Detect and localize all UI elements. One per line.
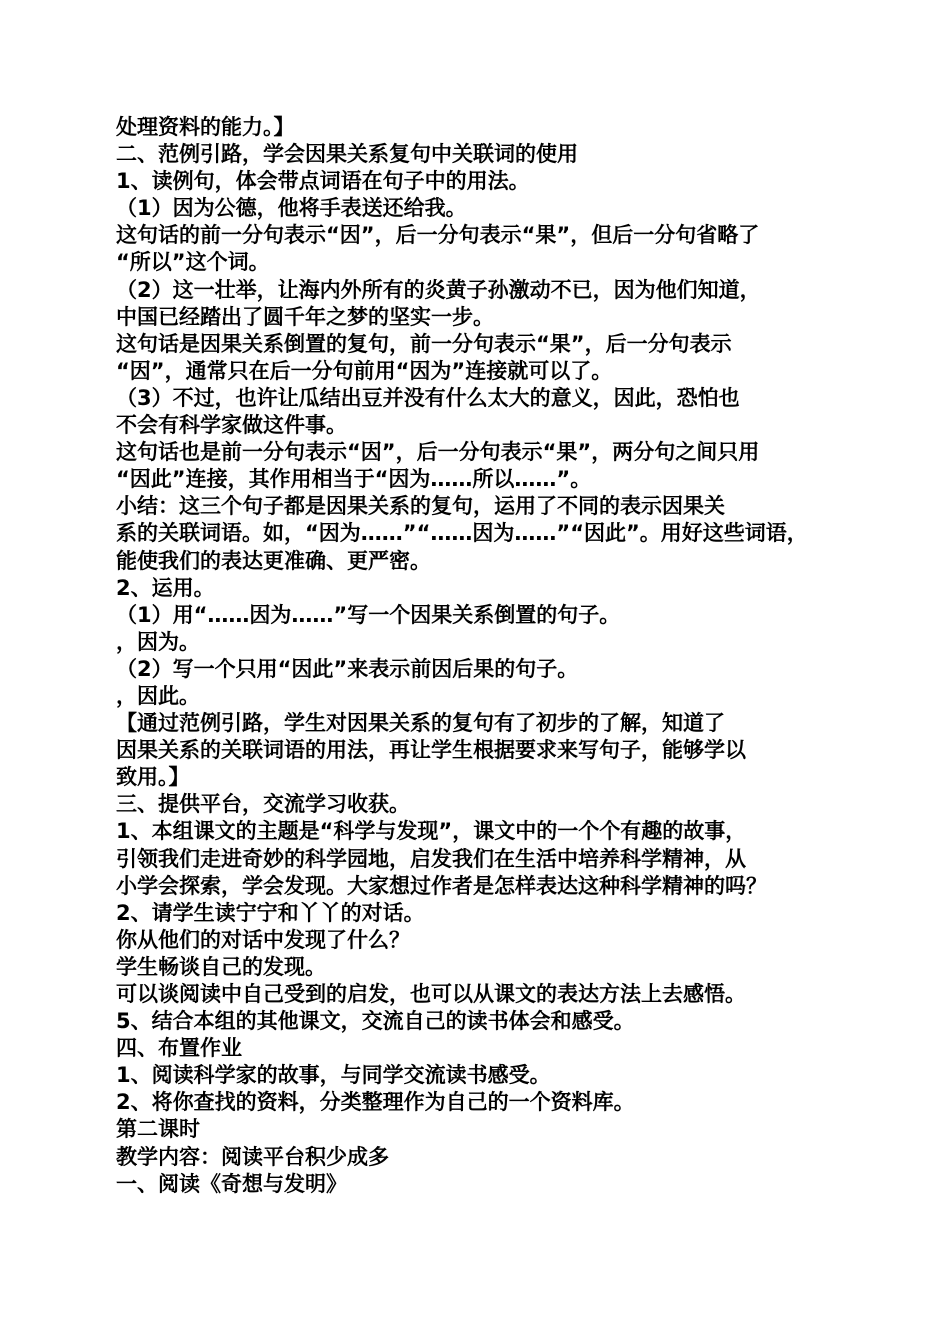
text-line: （3）不过，也许让瓜结出豆并没有什么太大的意义，因此，恐怕也 xyxy=(116,385,740,410)
text-line: 四、布置作业 xyxy=(116,1036,242,1061)
text-line: 5、结合本组的其他课文，交流自己的读书体会和感受。 xyxy=(116,1009,635,1034)
text-line: 2、将你查找的资料，分类整理作为自己的一个资料库。 xyxy=(116,1090,635,1115)
text-line: 学生畅谈自己的发现。 xyxy=(116,954,326,979)
text-line: 因果关系的关联词语的用法，再让学生根据要求来写句子，能够学以 xyxy=(116,738,746,763)
text-line: ，因为。 xyxy=(116,629,200,654)
text-line: 这句话是因果关系倒置的复句，前一分句表示“果”，后一分句表示 xyxy=(116,331,732,356)
text-line: 小学会探索，学会发现。大家想过作者是怎样表达这种科学精神的吗？ xyxy=(116,873,767,898)
text-line: “因”，通常只在后一分句前用“因为”连接就可以了。 xyxy=(116,358,613,383)
text-line: （1）用“……因为……”写一个因果关系倒置的句子。 xyxy=(116,602,621,627)
text-line: 小结：这三个句子都是因果关系的复句，运用了不同的表示因果关 xyxy=(116,494,725,519)
text-line: （2）这一壮举，让海内外所有的炎黄子孙激动不已，因为他们知道， xyxy=(116,277,761,302)
text-line: ，因此。 xyxy=(116,683,200,708)
text-line: 2、请学生读宁宁和丫丫的对话。 xyxy=(116,900,425,925)
text-line: 三、提供平台，交流学习收获。 xyxy=(116,792,410,817)
text-line: 1、阅读科学家的故事，与同学交流读书感受。 xyxy=(116,1063,551,1088)
text-line: 可以谈阅读中自己受到的启发，也可以从课文的表达方法上去感悟。 xyxy=(116,982,746,1006)
text-line: 能使我们的表达更准确、更严密。 xyxy=(116,548,431,573)
text-line: 处理资料的能力。】 xyxy=(116,115,295,139)
text-line: 不会有科学家做这件事。 xyxy=(116,413,347,438)
text-line: （1）因为公德，他将手表送还给我。 xyxy=(116,196,467,221)
text-line: “因此”连接，其作用相当于“因为……所以……”。 xyxy=(116,467,592,492)
text-line: 二、范例引路，学会因果关系复句中关联词的使用 xyxy=(116,142,578,167)
text-line: “所以”这个词。 xyxy=(116,250,270,275)
text-line: （2）写一个只用“因此”来表示前因后果的句子。 xyxy=(116,656,579,681)
text-line: 【通过范例引路，学生对因果关系的复句有了初步的了解，知道了 xyxy=(116,711,725,736)
document-body xyxy=(116,114,936,1198)
text-line: 第二课时 xyxy=(116,1117,200,1142)
text-line: 教学内容：阅读平台积少成多 xyxy=(116,1144,389,1169)
text-line: 引领我们走进奇妙的科学园地，启发我们在生活中培养科学精神，从 xyxy=(116,846,746,871)
text-line: 1、本组课文的主题是“科学与发现”，课文中的一个个有趣的故事， xyxy=(116,819,747,844)
text-line: 2、运用。 xyxy=(116,575,215,600)
text-line: 1、读例句，体会带点词语在句子中的用法。 xyxy=(116,169,530,194)
text-line: 这句话也是前一分句表示“因”，后一分句表示“果”，两分句之间只用 xyxy=(116,440,760,465)
text-line: 你从他们的对话中发现了什么？ xyxy=(116,927,410,952)
text-line: 致用。】 xyxy=(116,765,190,790)
text-line: 中国已经踏出了圆千年之梦的坚实一步。 xyxy=(116,304,494,329)
text-line: 系的关联词语。如，“因为……”“……因为……”“因此”。用好这些词语， xyxy=(116,521,808,546)
text-line: 这句话的前一分句表示“因”，后一分句表示“果”，但后一分句省略了 xyxy=(116,223,760,248)
text-line: 一、阅读《奇想与发明》 xyxy=(116,1171,347,1196)
